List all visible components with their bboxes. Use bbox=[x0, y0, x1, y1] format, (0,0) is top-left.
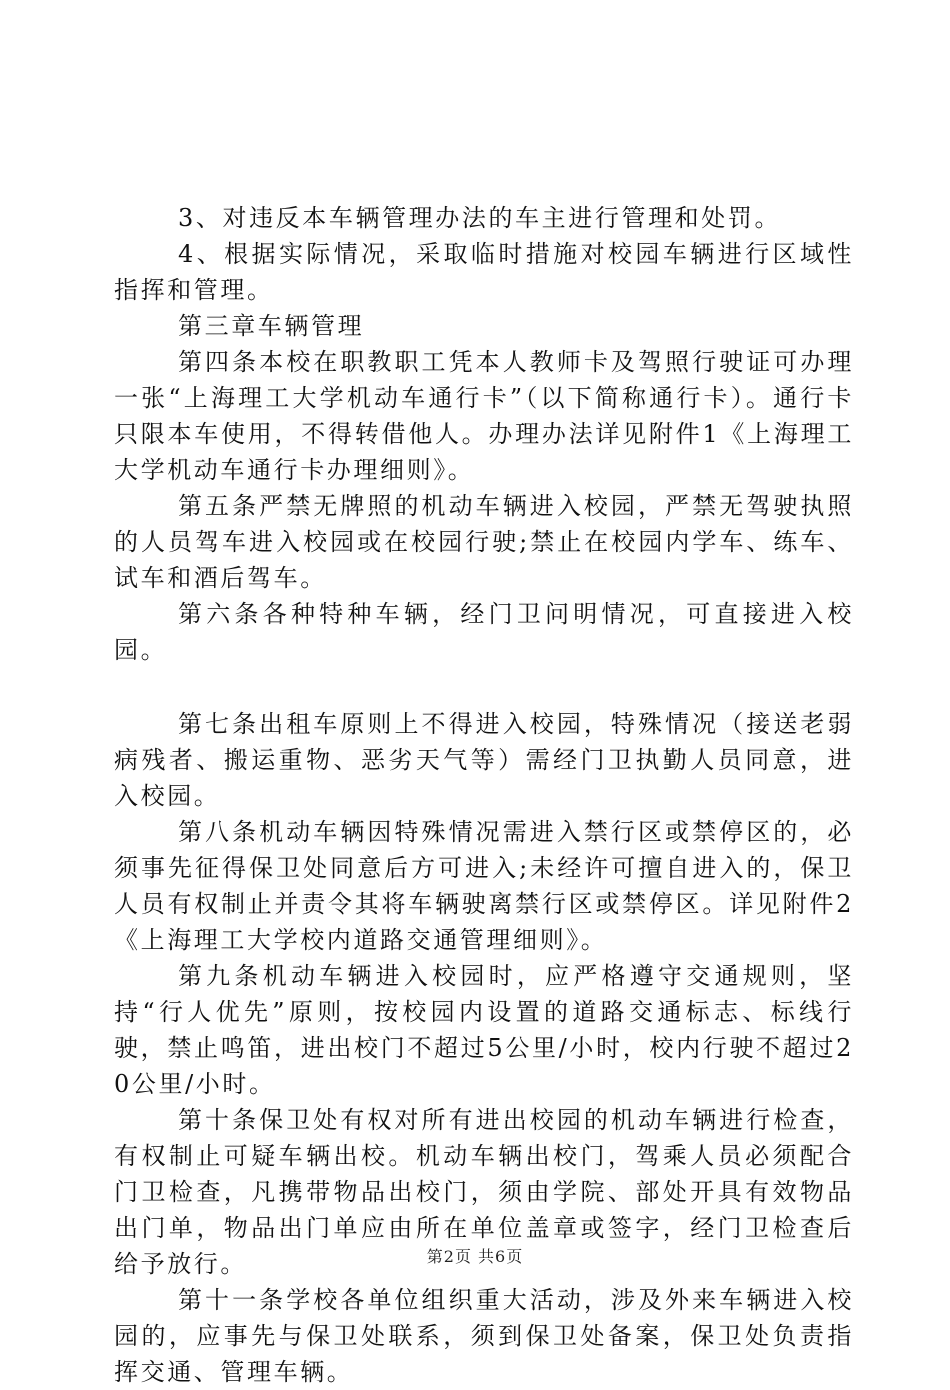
page-number: 第2页 共6页 bbox=[426, 1247, 524, 1266]
article-9: 第九条机动车辆进入校园时，应严格遵守交通规则，坚持“行人优先”原则，按校园内设置的道路交通标志、标线行驶，禁止鸣笛，进出校门不超过5公里/小时，校内行驶不超过20公里/小时。 bbox=[114, 962, 854, 1098]
document-body bbox=[114, 200, 854, 1390]
article-8: 第八条机动车辆因特殊情况需进入禁行区或禁停区的，必须事先征得保卫处同意后方可进入;未经许可擅自进入的，保卫人员有权制止并责令其将车辆驶离禁行区或禁停区。详见附件2《上海理工大学校内道路交通管理细则》。 bbox=[114, 818, 854, 954]
article-6: 第六条各种特种车辆，经门卫问明情况，可直接进入校园。 bbox=[114, 600, 854, 664]
chapter-heading: 第三章车辆管理 bbox=[178, 312, 365, 340]
article-7: 第七条出租车原则上不得进入校园，特殊情况（接送老弱病残者、搬运重物、恶劣天气等）需经门卫执勤人员同意，进入校园。 bbox=[114, 710, 854, 810]
article-4: 第四条本校在职教职工凭本人教师卡及驾照行驶证可办理一张“上海理工大学机动车通行卡”（以下简称通行卡）。通行卡只限本车使用，不得转借他人。办理办法详见附件1《上海理工大学机动车通行卡办理细则》。 bbox=[114, 348, 854, 484]
article-5: 第五条严禁无牌照的机动车辆进入校园，严禁无驾驶执照的人员驾车进入校园或在校园行驶;禁止在校园内学车、练车、试车和酒后驾车。 bbox=[114, 492, 854, 592]
paragraph-item-4: 4、根据实际情况，采取临时措施对校园车辆进行区域性指挥和管理。 bbox=[114, 240, 854, 304]
article-10: 第十条保卫处有权对所有进出校园的机动车辆进行检查，有权制止可疑车辆出校。机动车辆出校门，驾乘人员必须配合门卫检查，凡携带物品出校门，须由学院、部处开具有效物品出门单，物品出门单应由所在单位盖章或签字，经门卫检查后给予放行。 bbox=[114, 1106, 854, 1278]
paragraph-item-3: 3、对违反本车辆管理办法的车主进行管理和处罚。 bbox=[178, 204, 782, 232]
article-11: 第十一条学校各单位组织重大活动，涉及外来车辆进入校园的，应事先与保卫处联系，须到保卫处备案，保卫处负责指挥交通、管理车辆。 bbox=[114, 1286, 854, 1386]
